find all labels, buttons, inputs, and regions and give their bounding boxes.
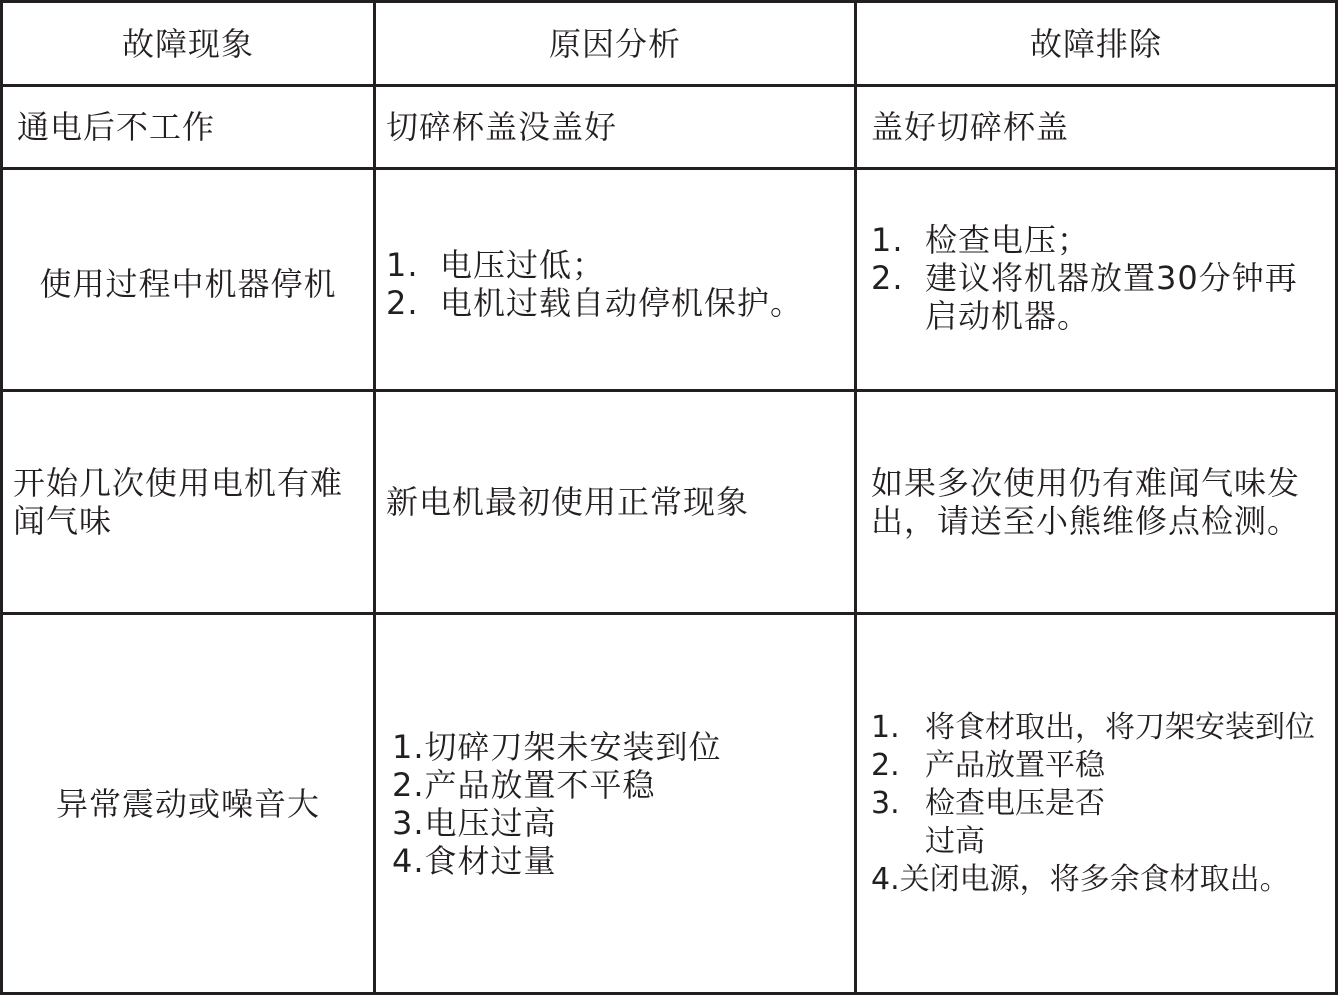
list-item (871, 259, 1298, 297)
list-number: 1. (871, 709, 900, 745)
header-solution (857, 3, 1335, 84)
list-number: 1. (386, 245, 419, 284)
header-symptom (3, 3, 373, 84)
cell-text: 通电后不工作 (17, 108, 216, 146)
row4-solution (857, 615, 1335, 992)
cell-text: 使用过程中机器停机 (39, 264, 337, 303)
cell-text: 如果多次使用仍有难闻气味发 (871, 464, 1301, 502)
cell-text: 出，请送至小熊维修点检测。 (871, 502, 1301, 540)
list-item (386, 246, 605, 284)
list-item: 3.电压过高 (392, 803, 557, 842)
list-item: 4.关闭电源，将多余食材取出。 (871, 861, 1290, 897)
header-cause (376, 3, 854, 84)
row3-cause (376, 392, 854, 612)
list-text: 将食材取出，将刀架安装到位 (925, 709, 1315, 745)
row2-symptom (3, 170, 373, 389)
row2-cause (376, 170, 854, 389)
header-label: 原因分析 (548, 24, 681, 63)
list-item: 1.切碎刀架未安装到位 (392, 727, 722, 766)
list-text: 电机过载自动停机保护。 (440, 283, 804, 322)
list-item: 4.食材过量 (392, 841, 557, 880)
list-text: 启动机器。 (925, 296, 1091, 335)
row3-solution (857, 392, 1335, 612)
list-item (386, 284, 803, 322)
row1-cause (376, 87, 854, 167)
row2-solution (857, 170, 1335, 389)
cell-text: 闻气味 (13, 502, 113, 540)
list-number: 2. (871, 747, 900, 783)
list-text: 建议将机器放置30分钟再 (925, 258, 1298, 297)
row1-symptom (3, 87, 373, 167)
list-text: 过高 (925, 823, 985, 859)
cell-text: 新电机最初使用正常现象 (386, 483, 750, 521)
row3-symptom (3, 392, 373, 612)
list-item (871, 785, 1105, 823)
cell-text: 切碎杯盖没盖好 (386, 108, 618, 146)
list-text: 检查电压； (925, 220, 1091, 259)
list-item (871, 221, 1090, 259)
list-text: 电压过低； (440, 245, 606, 284)
list-item (871, 297, 1090, 335)
list-text: 产品放置平稳 (925, 747, 1105, 783)
cell-text: 异常震动或噪音大 (55, 784, 320, 823)
header-label: 故障现象 (121, 24, 254, 63)
list-item (871, 823, 985, 861)
list-item (871, 709, 1315, 747)
list-item (871, 747, 1105, 785)
list-number: 2. (871, 258, 904, 297)
row4-symptom (3, 615, 373, 992)
cell-text: 开始几次使用电机有难 (13, 464, 344, 502)
header-label: 故障排除 (1029, 24, 1162, 63)
cell-text: 盖好切碎杯盖 (871, 108, 1070, 146)
list-text: 检查电压是否 (925, 785, 1105, 821)
list-number: 2. (386, 283, 419, 322)
row4-cause (376, 615, 854, 992)
list-item: 2.产品放置不平稳 (392, 765, 656, 804)
row1-solution (857, 87, 1335, 167)
list-number: 1. (871, 220, 904, 259)
list-number: 3. (871, 785, 900, 821)
